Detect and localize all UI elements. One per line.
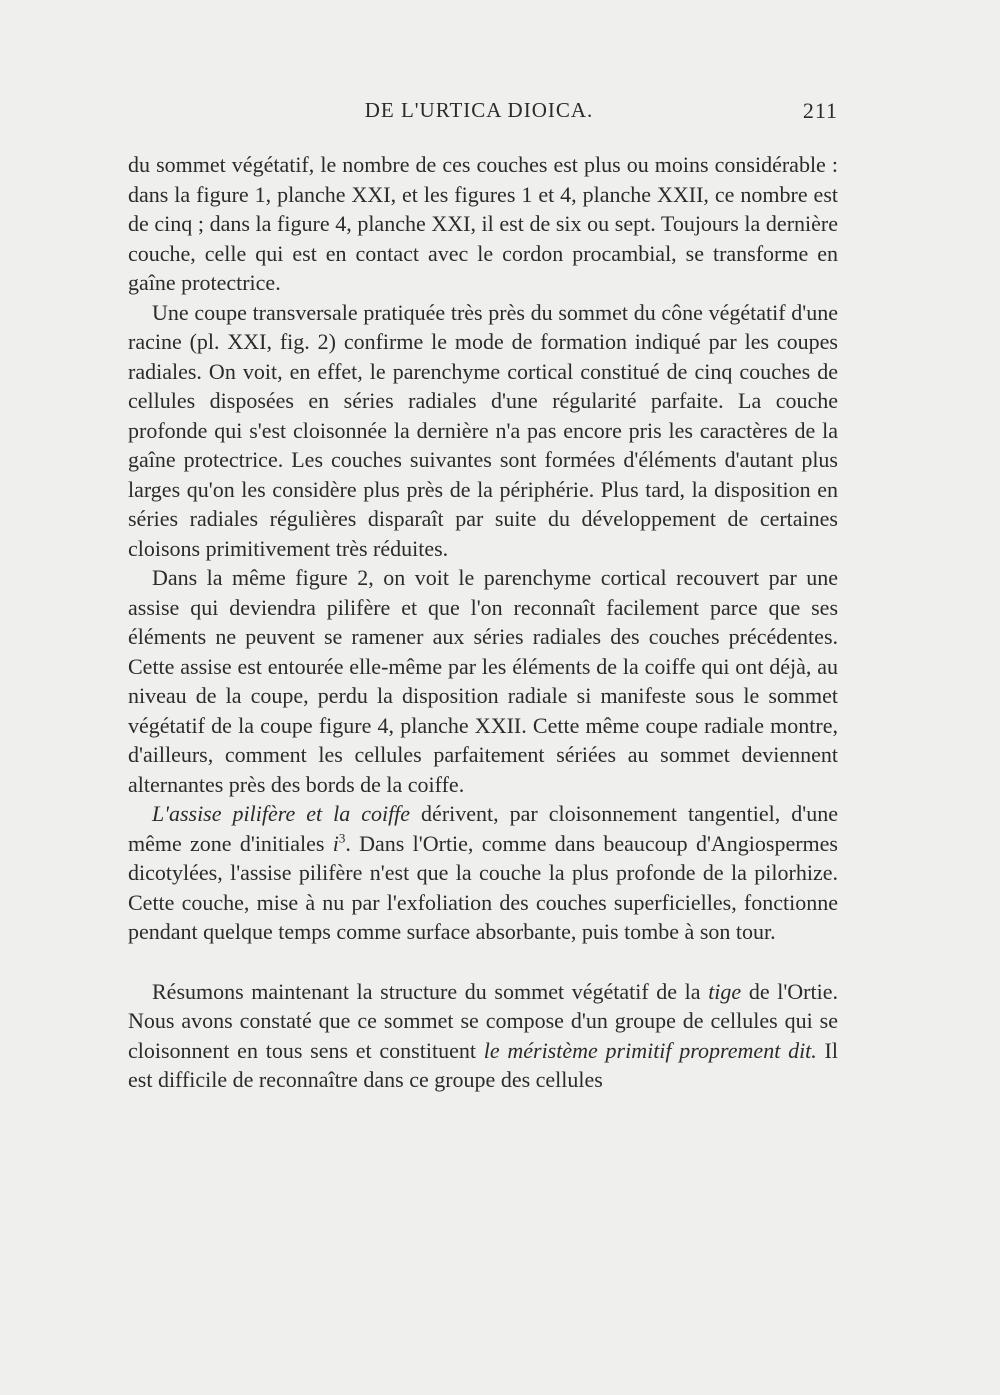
italic-term-tige: tige (708, 978, 742, 1004)
paragraph-3: Dans la même figure 2, on voit le parenchyme cortical recouvert par une assise qui deviendra pilifère et que l'on reconnaît facilement parce que ses éléments ne peuvent se ramener aux séries radiales des couches précédentes. Cette assise est entourée elle-même par les éléments de la coiffe qui ont déjà, au niveau de la coupe, perdu la disposition radiale si manifeste sous le sommet végétatif de la coupe figure 4, planche XXII. Cette même coupe radiale montre, d'ailleurs, comment les cellules parfaitement sériées au sommet deviennent alternantes près des bords de la coiffe. (128, 565, 838, 797)
paragraph-5 (128, 977, 838, 1095)
paragraph-4 (128, 799, 838, 947)
paragraph-4-text-a: dérivent, par cloisonnement tangentiel, d'une même zone d'initiales (128, 801, 838, 856)
running-head (120, 98, 838, 130)
paragraph-2: Une coupe transversale pratiquée très près du sommet du cône végétatif d'une racine (pl. XXI, fig. 2) confirme le mode de formation indiqué par les coupes radiales. On voit, en effet, le parenchyme cortical constitué de cinq couches de cellules disposées en séries radiales d'une régularité parfaite. La couche profonde qui s'est cloisonnée la dernière n'a pas encore pris les caractères de la gaîne protectrice. Les couches suivantes sont formées d'éléments d'autant plus larges qu'on les considère plus près de la périphérie. Plus tard, la disposition en séries radiales régulières disparaît par suite du développement de certaines cloisons primitivement très réduites. (128, 299, 838, 561)
running-title: DE L'URTICA DIOICA. (364, 98, 594, 122)
initial-superscript: 3 (338, 830, 346, 846)
paragraph-1: du sommet végétatif, le nombre de ces couches est plus ou moins considérable : dans la figure 1, planche XXI, et les figures 1 et 4, planche XXII, ce nombre est de cinq ; dans la figure 4, planche XXI, il est de six ou sept. Toujours la dernière couche, celle qui est en contact avec le cordon procambial, se transforme en gaîne protectrice. (128, 152, 838, 295)
paragraph-5-text-b: de l'Ortie. Nous avons constaté que ce sommet se compose d'un groupe de cellules qui se cloisonnent en tous sens et constituent (128, 978, 838, 1063)
italic-term-assise-coiffe: L'assise pilifère et la coiffe (152, 801, 411, 826)
initial-variable: i (332, 830, 339, 856)
italic-term-meristeme: le méristème primitif proprement dit. (483, 1037, 817, 1063)
paragraph-5-text-a: Résumons maintenant la structure du sommet végétatif de la (152, 978, 709, 1004)
paragraph-4-text-b: . Dans l'Ortie, comme dans beaucoup d'Angiospermes dicotylées, l'assise pilifère n'est que la couche la plus profonde de la pilorhize. Cette couche, mise à nu par l'exfoliation des couches superficielles, fonctionne pendant quelque temps comme surface absorbante, puis tombe à son tour. (128, 830, 838, 944)
paragraph-5-text-c: Il est difficile de reconnaître dans ce groupe des cellules (128, 1037, 838, 1092)
page-number: 211 (802, 98, 838, 123)
body-text (128, 150, 838, 1095)
